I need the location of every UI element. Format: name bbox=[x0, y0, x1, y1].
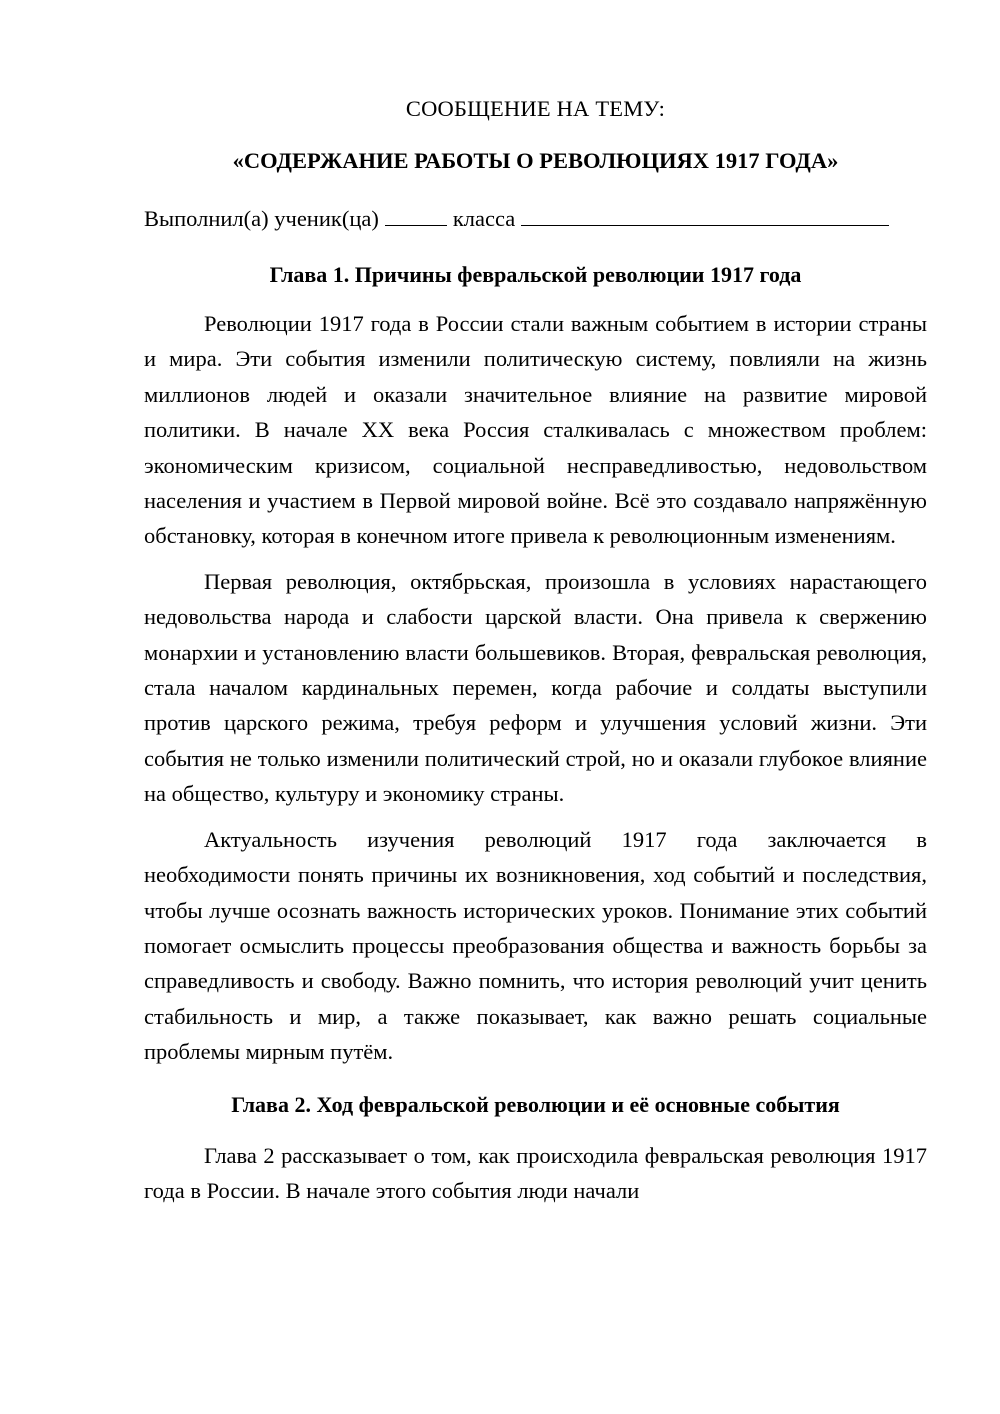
chapter-1-paragraph-1: Революции 1917 года в России стали важным событием в истории страны и мира. Эти события изменили политическую систему, повлияли на жизнь миллионов людей и оказали значительное влияние на развитие мировой политики. В начале XX века Россия сталкивалась с множеством проблем: экономическим кризисом, социальной несправедливостью, недовольством населения и участием в Первой мировой войне. Всё это создавало напряжённую обстановку, которая в конечном итоге привела к революционным изменениям. bbox=[144, 311, 927, 549]
class-word: класса bbox=[452, 206, 516, 231]
document-page bbox=[144, 92, 927, 1208]
chapter-1-paragraph-2: Первая революция, октябрьская, произошла в условиях нарастающего недовольства народа и слабости царской власти. Она привела к свержению монархии и установлению власти большевиков. Вторая, февральская революция, стала началом кардинальных перемен, когда рабочие и солдаты выступили против царского режима, требуя реформ и улучшения условий жизни. Эти события не только изменили политический строй, но и оказали глубокое влияние на общество, культуру и экономику страны. bbox=[144, 568, 927, 807]
chapter-1-paragraph-3: Актуальность изучения революций 1917 года заключается в необходимости понять причины их возникновения, ход событий и последствия, чтобы лучше осознать важность исторических уроков. Понимание этих событий помогает осмыслить процессы преобразования общества и важность борьбы за справедливость и свободу. Важно помнить, что история революций учит ценить стабильность и мир, а также показывает, как важно решать социальные проблемы мирным путём. bbox=[144, 826, 927, 1065]
author-line bbox=[144, 202, 927, 236]
chapter-2-paragraph-1: Глава 2 рассказывает о том, как происходила февральская революция 1917 года в России. В начале этого события люди начали bbox=[144, 1142, 927, 1203]
class-number-blank bbox=[385, 203, 447, 226]
author-name-blank bbox=[521, 203, 889, 226]
document-title: «СОДЕРЖАНИЕ РАБОТЫ О РЕВОЛЮЦИЯХ 1917 ГОДА» bbox=[232, 148, 839, 173]
chapter-2-heading: Глава 2. Ход февральской революции и её основные события bbox=[231, 1091, 840, 1117]
chapter-1-heading: Глава 1. Причины февральской революции 1917 года bbox=[269, 262, 802, 287]
author-prefix: Выполнил(а) ученик(ца) bbox=[144, 206, 379, 231]
document-label: СООБЩЕНИЕ НА ТЕМУ: bbox=[405, 96, 666, 121]
